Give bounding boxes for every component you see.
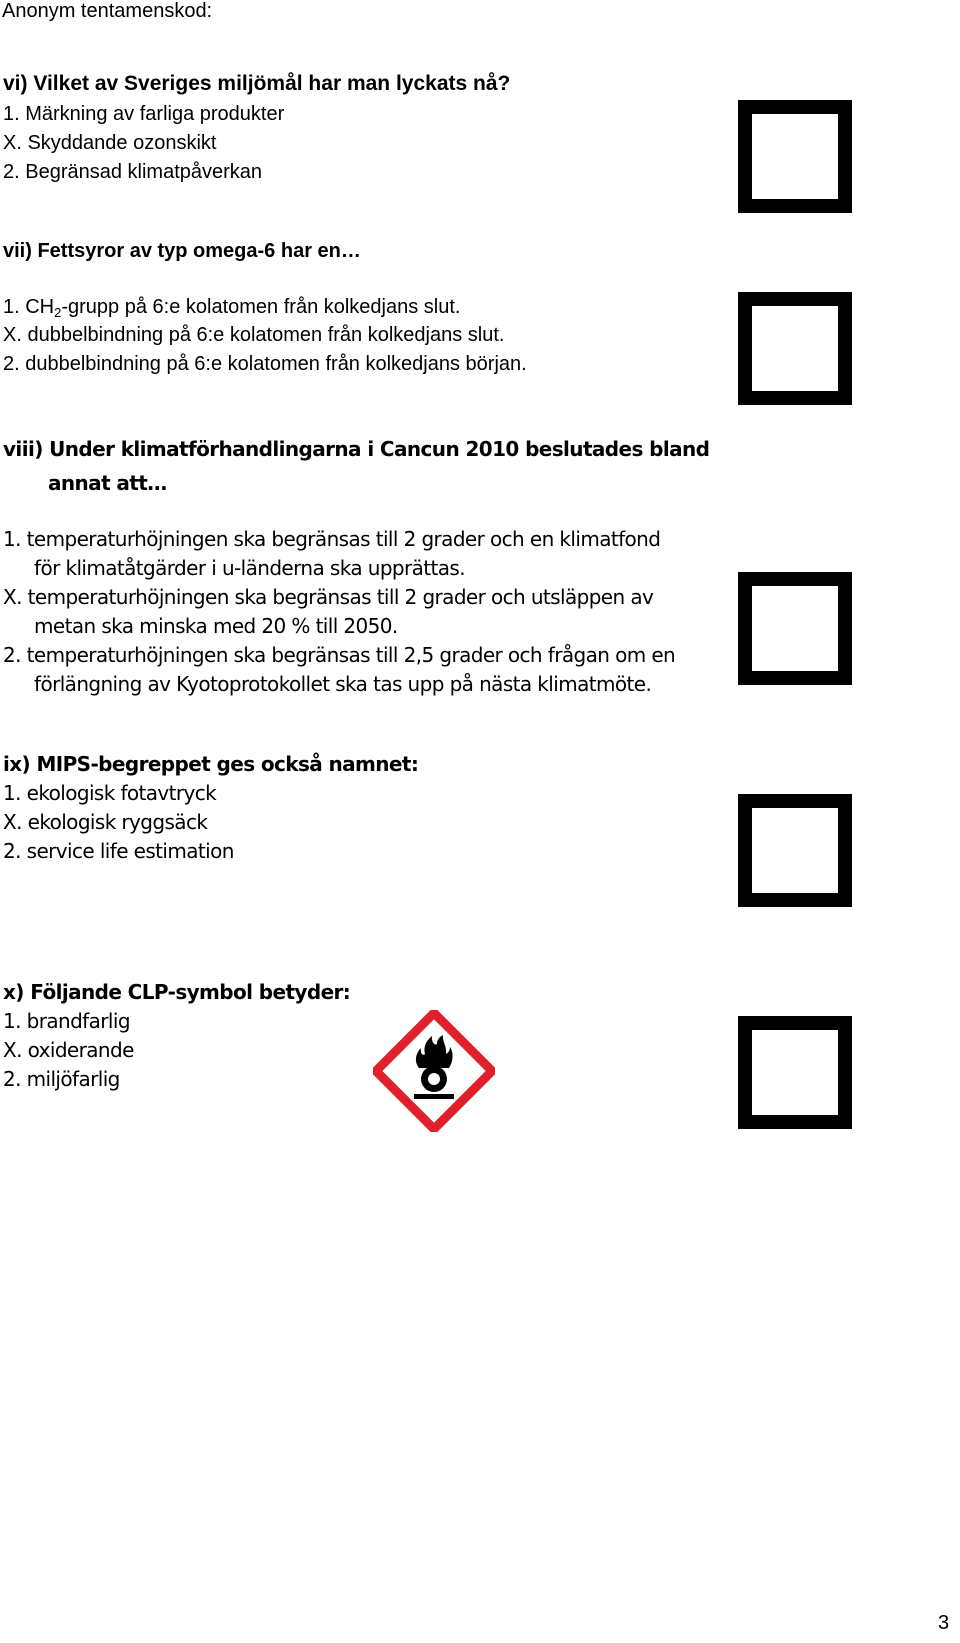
question-8-option-2-line-2: förlängning av Kyotoprotokollet ska tas upp på nästa klimatmöte. — [34, 672, 652, 696]
question-6-option-1: 1. Märkning av farliga produkter — [3, 103, 285, 125]
question-6-option-x: X. Skyddande ozonskikt — [3, 132, 217, 154]
question-8-title-line-1: viii) Under klimatförhandlingarna i Cancun 2010 beslutades bland — [3, 437, 710, 461]
question-8-option-x-line-2: metan ska minska med 20 % till 2050. — [34, 614, 398, 638]
answer-box-q7[interactable] — [738, 292, 852, 405]
question-7-option-1-pre: 1. CH — [3, 296, 55, 318]
answer-box-q8[interactable] — [738, 572, 852, 685]
question-7-title-text: vii) Fettsyror av typ omega-6 har en… — [3, 240, 361, 262]
question-7-option-1 — [3, 296, 460, 319]
question-7-option-x: X. dubbelbindning på 6:e kolatomen från kolkedjans slut. — [3, 324, 505, 346]
question-7-title — [3, 240, 361, 263]
question-7-option-2: 2. dubbelbindning på 6:e kolatomen från kolkedjans början. — [3, 353, 527, 375]
anon-code-label: Anonym tentamenskod: — [2, 0, 213, 22]
question-10-option-x: X. oxiderande — [3, 1038, 134, 1062]
question-6-option-2: 2. Begränsad klimatpåverkan — [3, 161, 263, 183]
question-10-option-2: 2. miljöfarlig — [3, 1067, 120, 1091]
question-8-option-1-line-1: 1. temperaturhöjningen ska begränsas till 2 grader och en klimatfond — [3, 527, 661, 551]
question-9-option-1: 1. ekologisk fotavtryck — [3, 781, 217, 805]
question-6-title: vi) Vilket av Sveriges miljömål har man lyckats nå? — [3, 72, 511, 95]
question-10-option-1: 1. brandfarlig — [3, 1009, 130, 1033]
question-10-title: x) Följande CLP-symbol betyder: — [3, 980, 351, 1004]
question-7-option-1-sub: 2 — [54, 305, 62, 320]
answer-box-q10[interactable] — [738, 1016, 852, 1129]
question-7-option-1-post: -grupp på 6:e kolatomen från kolkedjans slut. — [61, 296, 461, 318]
question-9-title: ix) MIPS-begreppet ges också namnet: — [3, 752, 419, 776]
page-number: 3 — [938, 1612, 950, 1634]
question-8-title-line-2: annat att… — [48, 471, 167, 495]
question-8-option-1-line-2: för klimatåtgärder i u-länderna ska upprättas. — [34, 556, 466, 580]
question-8-option-2-line-1: 2. temperaturhöjningen ska begränsas till 2,5 grader och frågan om en — [3, 643, 676, 667]
answer-box-q9[interactable] — [738, 794, 852, 907]
question-9-option-2: 2. service life estimation — [3, 839, 234, 863]
question-8-option-x-line-1: X. temperaturhöjningen ska begränsas till 2 grader och utsläppen av — [3, 585, 654, 609]
clp-oxidizing-flame-over-circle-icon — [373, 1010, 495, 1132]
question-9-option-x: X. ekologisk ryggsäck — [3, 810, 208, 834]
answer-box-q6[interactable] — [738, 100, 852, 213]
